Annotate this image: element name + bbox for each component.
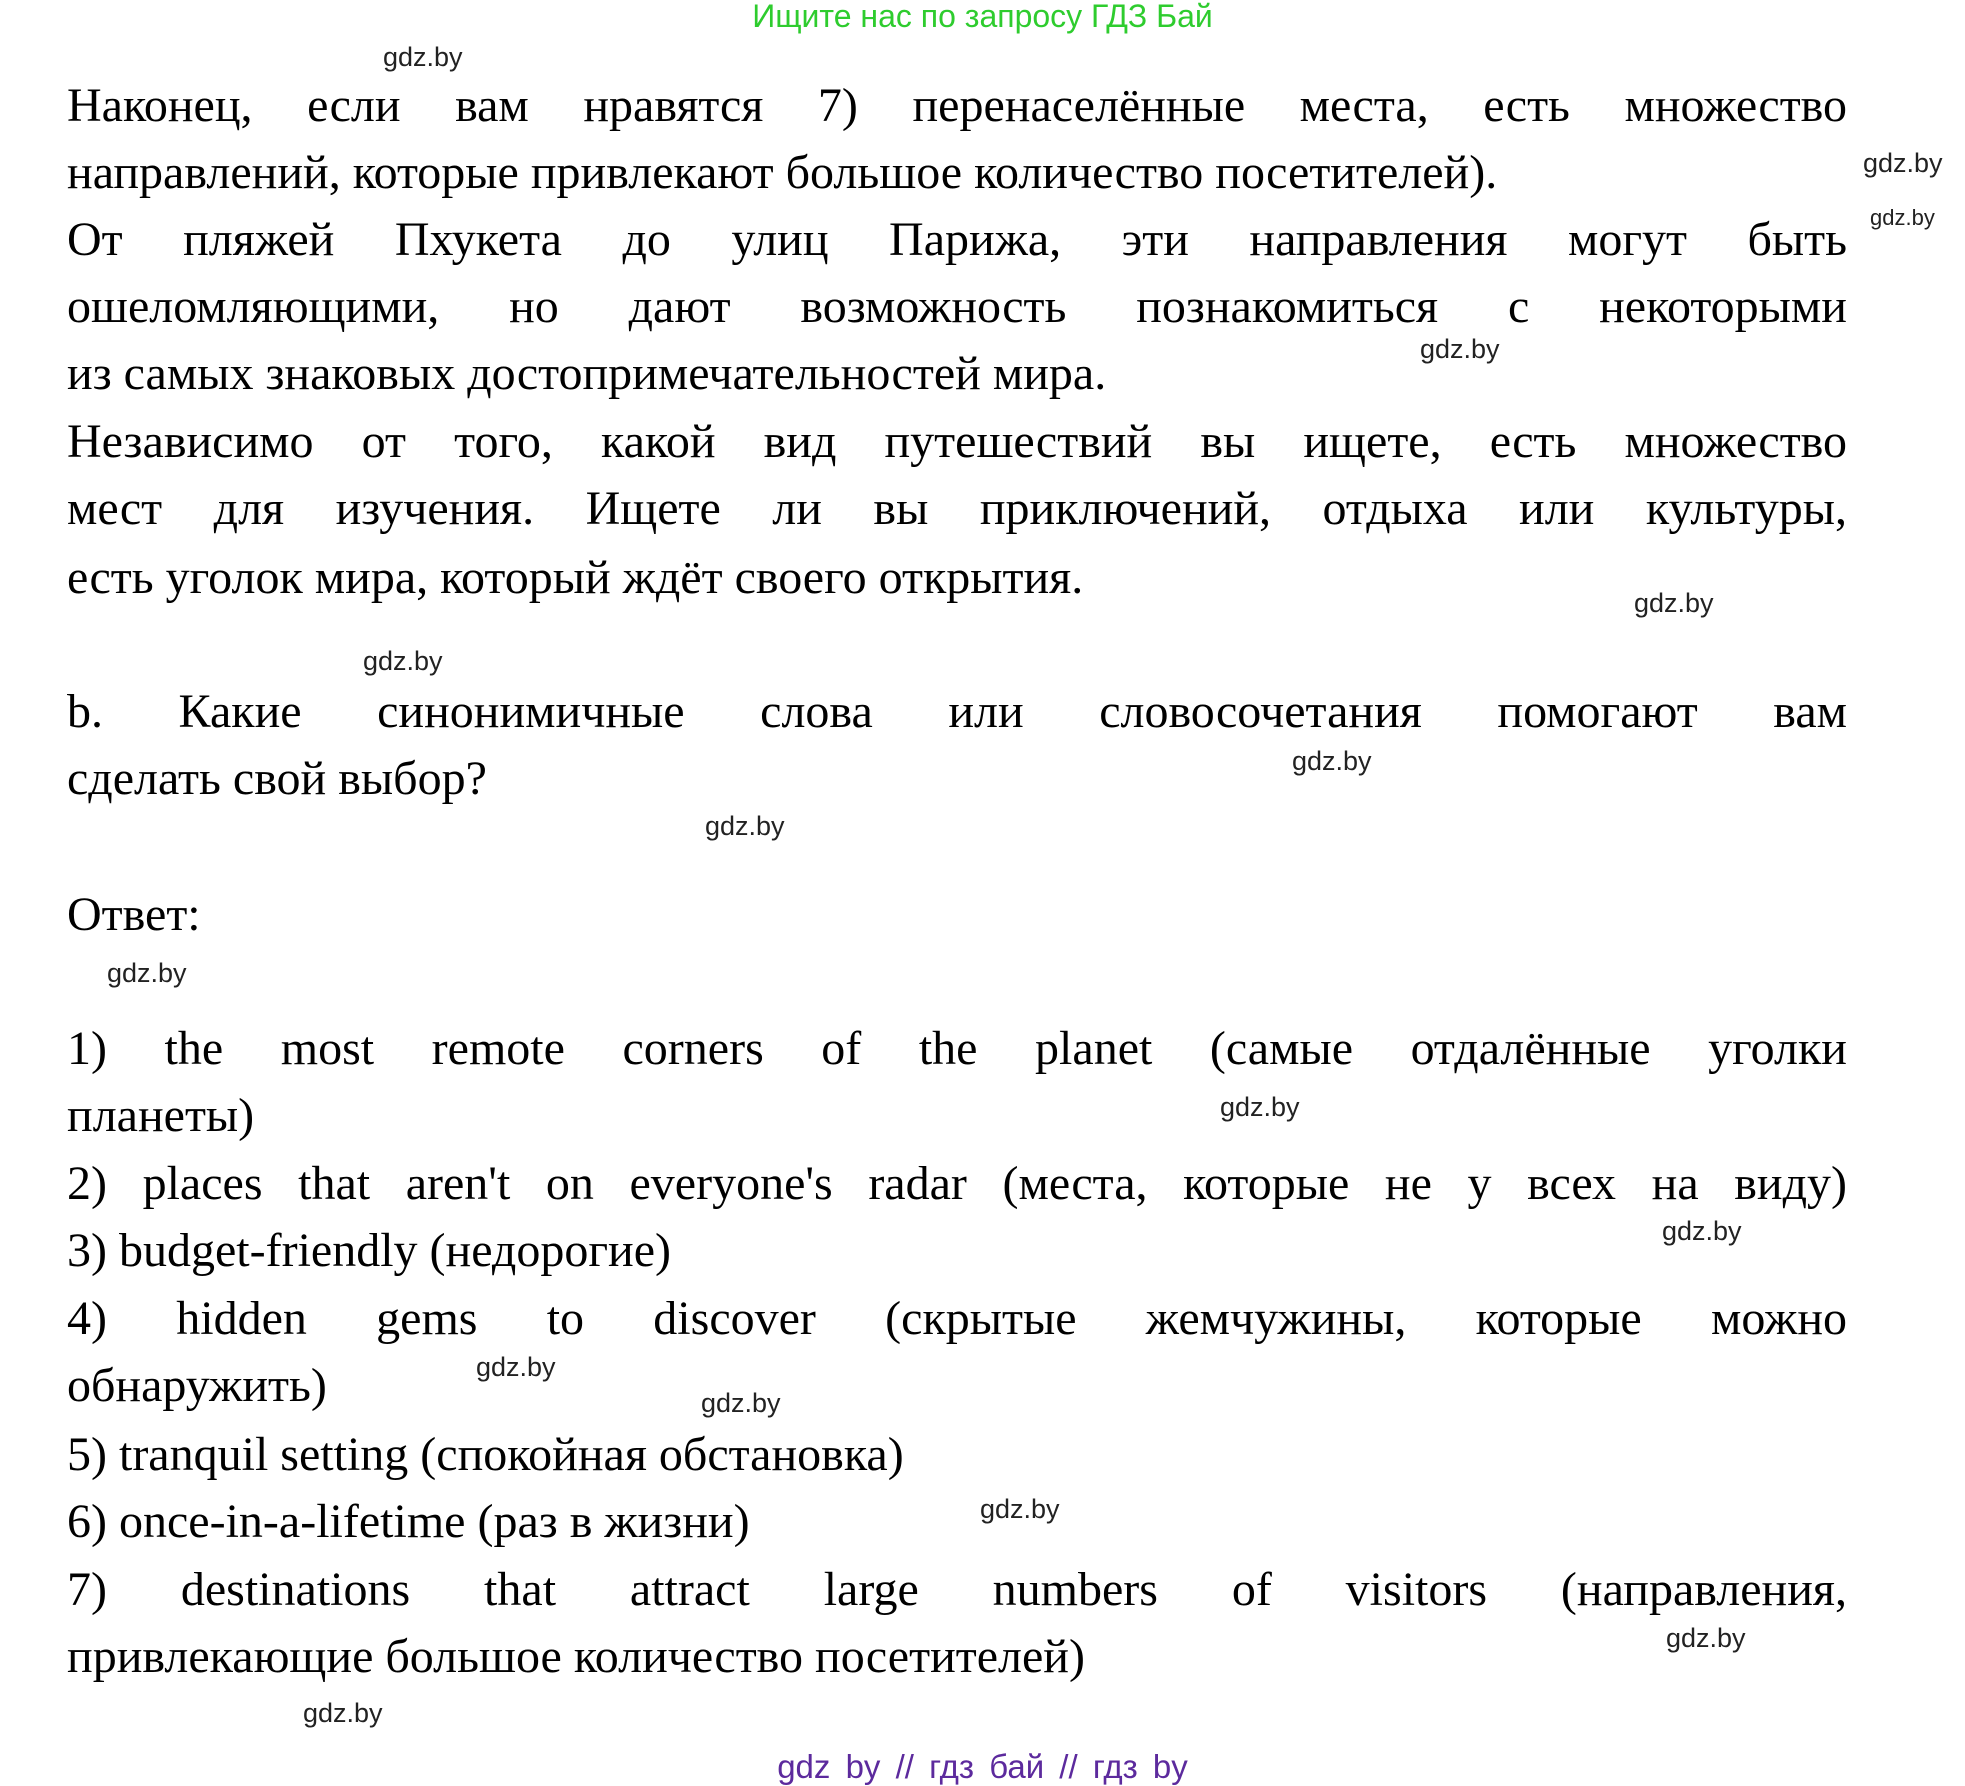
text-line: Наконец, если вам нравятся 7) перенаселённые места, есть множество <box>67 79 1847 132</box>
answer-line: 3) budget-friendly (недорогие) <box>67 1224 671 1277</box>
footer-links[interactable]: gdz by // гдз бай // гдз by <box>777 1748 1188 1785</box>
watermark: gdz.by <box>303 1698 383 1728</box>
watermark: gdz.by <box>1220 1092 1300 1122</box>
watermark: gdz.by <box>1863 148 1943 178</box>
answer-line: 7) destinations that attract large numbers of visitors (направления, <box>67 1563 1847 1616</box>
watermark: gdz.by <box>363 646 443 676</box>
watermark: gdz.by <box>1634 588 1714 618</box>
watermark: gdz.by <box>1666 1623 1746 1653</box>
text-line: ошеломляющими, но дают возможность познакомиться с некоторыми <box>67 280 1847 333</box>
text-line: От пляжей Пхукета до улиц Парижа, эти направления могут быть <box>67 213 1847 266</box>
watermark: gdz.by <box>1292 746 1372 776</box>
answer-line: 1) the most remote corners of the planet (самые отдалённые уголки <box>67 1022 1847 1075</box>
text-line: из самых знаковых достопримечательностей мира. <box>67 347 1107 400</box>
watermark: gdz.by <box>383 42 463 72</box>
watermark: gdz.by <box>107 958 187 988</box>
question-line: сделать свой выбор? <box>67 752 487 805</box>
watermark: gdz.by <box>701 1388 781 1418</box>
text-line: Независимо от того, какой вид путешествий вы ищете, есть множество <box>67 415 1847 468</box>
text-line: мест для изучения. Ищете ли вы приключений, отдыха или культуры, <box>67 482 1847 535</box>
search-banner: Ищите нас по запросу ГДЗ Бай <box>752 0 1213 34</box>
answer-line: обнаружить) <box>67 1359 327 1412</box>
answer-line: привлекающие большое количество посетителей) <box>67 1630 1085 1683</box>
answer-line: 5) tranquil setting (спокойная обстановка) <box>67 1428 904 1481</box>
text-line: направлений, которые привлекают большое количество посетителей). <box>67 146 1498 199</box>
answer-label: Ответ: <box>67 888 201 941</box>
question-line: b. Какие синонимичные слова или словосочетания помогают вам <box>67 685 1847 738</box>
text-line: есть уголок мира, который ждёт своего открытия. <box>67 551 1084 604</box>
watermark: gdz.by <box>1870 205 1935 230</box>
watermark: gdz.by <box>705 811 785 841</box>
answer-line: 6) once-in-a-lifetime (раз в жизни) <box>67 1495 750 1548</box>
answer-line: 4) hidden gems to discover (скрытые жемчужины, которые можно <box>67 1292 1847 1345</box>
watermark: gdz.by <box>1662 1216 1742 1246</box>
watermark: gdz.by <box>980 1494 1060 1524</box>
answer-line: 2) places that aren't on everyone's radar (места, которые не у всех на виду) <box>67 1157 1847 1210</box>
answer-line: планеты) <box>67 1089 255 1142</box>
watermark: gdz.by <box>1420 334 1500 364</box>
watermark: gdz.by <box>476 1352 556 1382</box>
